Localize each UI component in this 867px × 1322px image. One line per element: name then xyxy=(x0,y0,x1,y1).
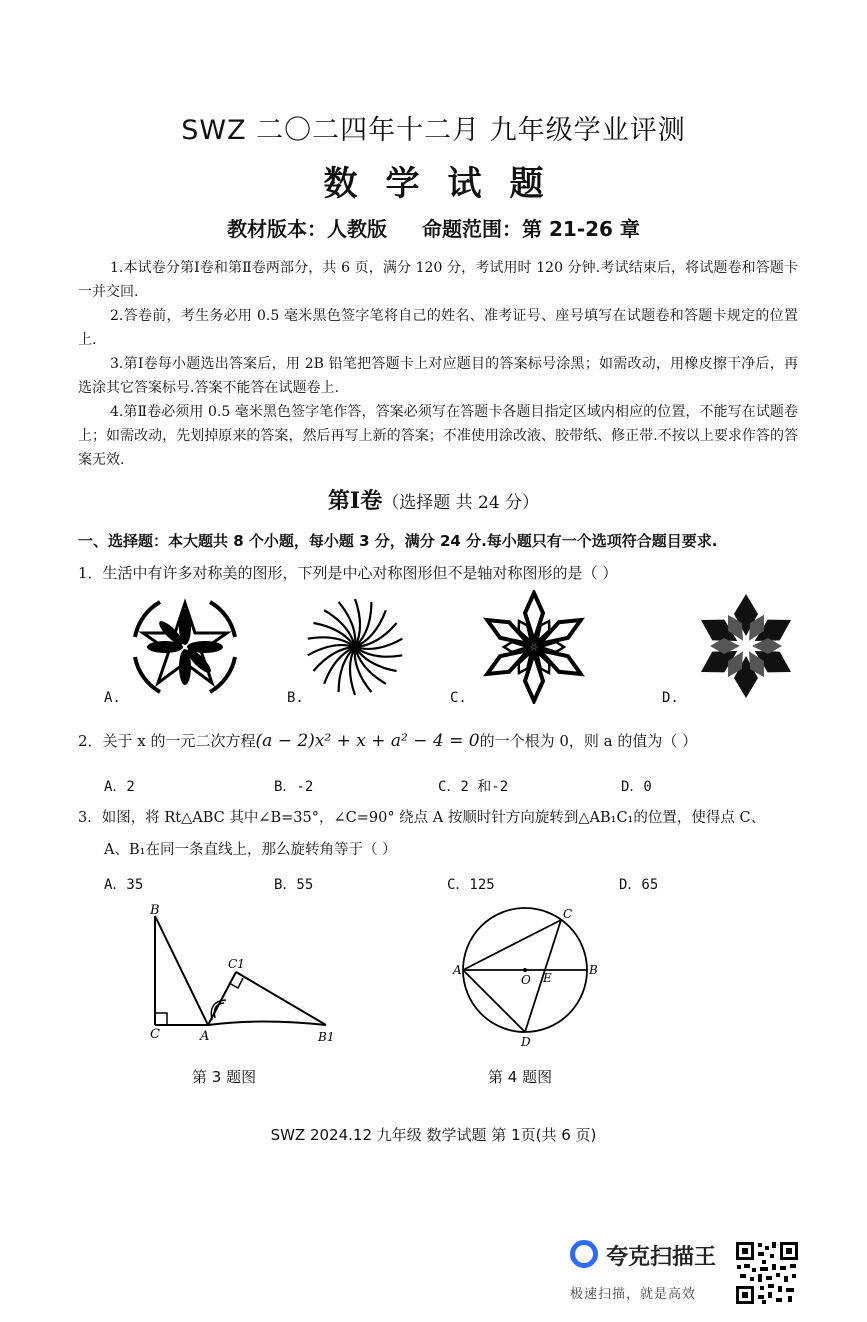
fig3-label-c: C xyxy=(150,1027,160,1042)
fig4-center-dot xyxy=(523,968,527,972)
q2-prefix: 2．关于 x 的一元二次方程 xyxy=(78,732,256,750)
section-title xyxy=(0,484,867,515)
fig4-label-e: E xyxy=(543,971,552,985)
instruction-1: 1.本试卷分第Ⅰ卷和第Ⅱ卷两部分，共 6 页，满分 120 分，考试用时 120 分钟.考试结束后，将试题卷和答题卡一并交回. xyxy=(78,260,798,300)
scanner-logo-icon xyxy=(570,1240,598,1268)
part-heading: 一、选择题：本大题共 8 个小题，每小题 3 分，满分 24 分.每小题只有一个选项符合题目要求. xyxy=(78,532,718,550)
question-3-line2: A、B₁在同一条直线上，那么旋转角等于（ ） xyxy=(104,842,397,858)
q1-label-d: D. xyxy=(662,690,679,706)
question-2-text xyxy=(78,730,697,751)
scanner-brand: 夸克扫描王 xyxy=(606,1245,717,1270)
page-footer: SWZ 2024.12 九年级 数学试题 第 1页(共 6 页) xyxy=(270,1126,597,1144)
q3-option-d: D．65 xyxy=(619,877,659,893)
question-3-line1: 3．如图，将 Rt△ABC 其中∠B=35°，∠C=90° 绕点 A 按顺时针方向旋转到△AB₁C₁的位置，使得点 C、 xyxy=(78,810,766,826)
fig3-label-b: B xyxy=(150,903,160,918)
q2-equation: (a − 2)x² + x + a² − 4 = 0 xyxy=(255,731,480,751)
scanner-slogan: 极速扫描，就是高效 xyxy=(570,1287,697,1302)
q2-option-b: B．-2 xyxy=(274,779,314,795)
fig4-label-c: C xyxy=(563,907,573,921)
textbook-edition: 教材版本：人教版 xyxy=(227,217,388,241)
exam-header: SWZ 二〇二四年十二月 九年级学业评测 xyxy=(181,115,686,146)
fig4-label-b: B xyxy=(589,963,598,977)
edition-line xyxy=(0,213,867,242)
chapter-scope: 命题范围：第 21-26 章 xyxy=(422,217,640,241)
fig4-label-a: A xyxy=(453,963,462,977)
q3-option-a: A．35 xyxy=(104,877,144,893)
q3-option-b: B．55 xyxy=(274,877,314,893)
section-name: 第Ⅰ卷 xyxy=(327,488,383,514)
figure-3-caption: 第 3 题图 xyxy=(192,1068,257,1086)
option-c-figure xyxy=(470,590,598,704)
section-sub: （选择题 共 24 分） xyxy=(382,493,540,513)
q2-option-d: D．0 xyxy=(621,779,652,795)
instruction-4: 4.第Ⅱ卷必须用 0.5 毫米黑色签字笔作答，答案必须写在答题卡各题目指定区域内相应的位置，不能写在试题卷上；如需改动，先划掉原来的答案，然后再写上新的答案；不准使用涂改液、胶带纸、修正带.不按以上要求作答的答案无效. xyxy=(78,404,798,468)
q1-label-b: B. xyxy=(287,690,304,706)
fig3-label-c1: C1 xyxy=(228,957,245,971)
fig4-label-o: O xyxy=(521,973,531,987)
question-1-text: 1．生活中有许多对称美的图形，下列是中心对称图形但不是轴对称图形的是（ ） xyxy=(78,564,618,582)
q2-suffix: 的一个根为 0，则 a 的值为（ ） xyxy=(479,732,698,750)
q1-label-c: C. xyxy=(450,690,467,706)
fig4-label-d: D xyxy=(521,1035,531,1049)
q3-option-c: C．125 xyxy=(447,877,495,893)
option-b-figure xyxy=(300,594,410,700)
instruction-2: 2.答卷前，考生务必用 0.5 毫米黑色签字笔将自己的姓名、准考证号、座号填写在试题卷和答题卡规定的位置上. xyxy=(78,308,798,348)
qr-code-icon xyxy=(734,1240,800,1306)
option-a-figure xyxy=(125,592,245,702)
subject-title: 数学试题 xyxy=(323,164,572,204)
instruction-3: 3.第Ⅰ卷每小题选出答案后，用 2B 铅笔把答题卡上对应题目的答案标号涂黑；如需改动，用橡皮擦干净后，再选涂其它答案标号.答案不能答在试题卷上. xyxy=(78,356,798,396)
q1-label-a: A. xyxy=(104,690,121,706)
figure-4-caption: 第 4 题图 xyxy=(488,1068,553,1086)
option-d-figure xyxy=(690,590,802,702)
figure-4-diagram xyxy=(445,900,605,1050)
figure-3-diagram xyxy=(140,900,350,1050)
q2-option-a: A．2 xyxy=(104,779,135,795)
q2-option-c: C．2 和-2 xyxy=(438,779,509,795)
fig3-label-b1: B1 xyxy=(318,1030,335,1044)
fig3-label-a: A xyxy=(200,1029,210,1044)
